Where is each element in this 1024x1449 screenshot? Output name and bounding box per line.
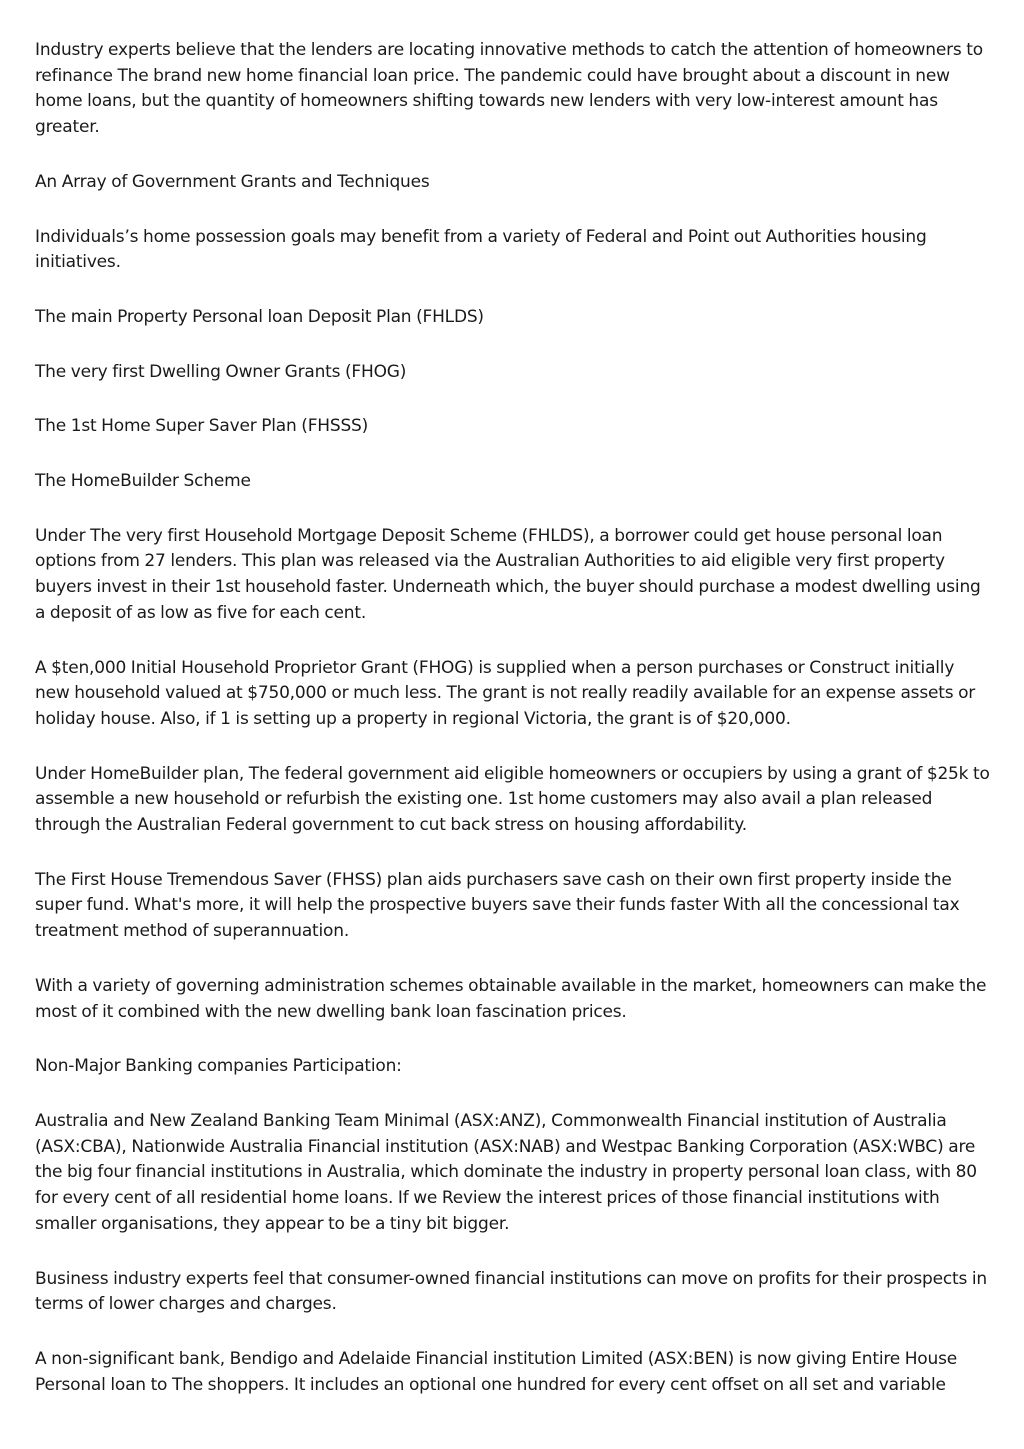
document-page [35,38,990,1427]
list-item-fhlds: The main Property Personal loan Deposit Plan (FHLDS) [35,306,484,327]
paragraph-schemes: With a variety of governing administration schemes obtainable available in the market, homeowners can make the most of it combined with the new dwelling bank loan fascination prices. [35,975,987,1022]
paragraph-bendigo: A non-significant bank, Bendigo and Adelaide Financial institution Limited (ASX:BEN) is now giving Entire House Personal loan to The shoppers. It includes an optional one hundred for every cent offset on all set and variable [35,1348,957,1395]
paragraph-home-possession: Individuals’s home possession goals may benefit from a variety of Federal and Point out Authorities housing initiatives. [35,226,927,273]
paragraph-fhog: A $ten,000 Initial Household Proprietor Grant (FHOG) is supplied when a person purchases or Construct initially new household valued at $750,000 or much less. The grant is not really readily available for an expense assets or holiday house. Also, if 1 is setting up a property in regional Victoria, the grant is of $20,000. [35,657,976,729]
heading-non-major-banks: Non-Major Banking companies Participation: [35,1056,402,1077]
paragraph-intro: Industry experts believe that the lenders are locating innovative methods to catch the attention of homeowners to refinance The brand new home financial loan price. The pandemic could have brought about a discount in new home loans, but the quantity of homeowners shifting towards new lenders with very low-interest amount has greater. [35,40,983,138]
paragraph-homebuilder: Under HomeBuilder plan, The federal government aid eligible homeowners or occupiers by using a grant of $25k to assemble a new household or refurbish the existing one. 1st home customers may also avail a plan released through the Australian Federal government to cut back stress on housing affordability. [35,763,990,836]
paragraph-big-four: Australia and New Zealand Banking Team Minimal (ASX:ANZ), Commonwealth Financial institution of Australia (ASX:CBA), Nationwide Australia Financial institution (ASX:NAB) and Westpac Banking Corporation (ASX:WBC) are the big four financial institutions in Australia, which dominate the industry in property personal loan class, with 80 for every cent of all residential home loans. If we Review the interest prices of those financial institutions with smaller organisations, they appear to be a tiny bit bigger. [35,1110,977,1234]
list-item-homebuilder: The HomeBuilder Scheme [35,471,251,492]
list-item-fhsss: The 1st Home Super Saver Plan (FHSSS) [35,416,369,437]
paragraph-consumer-owned: Business industry experts feel that consumer-owned financial institutions can move on profits for their prospects in terms of lower charges and charges. [35,1268,987,1315]
paragraph-fhlds: Under The very first Household Mortgage Deposit Scheme (FHLDS), a borrower could get house personal loan options from 27 lenders. This plan was released via the Australian Authorities to aid eligible very first property buyers invest in their 1st household faster. Underneath which, the buyer should purchase a modest dwelling using a deposit of as low as five for each cent. [35,525,981,623]
paragraph-fhss: The First House Tremendous Saver (FHSS) plan aids purchasers save cash on their own first property inside the super fund. What's more, it will help the prospective buyers save their funds faster With all the concessional tax treatment method of superannuation. [35,869,960,942]
heading-government-grants: An Array of Government Grants and Techniques [35,171,430,192]
list-item-fhog: The very first Dwelling Owner Grants (FHOG) [35,361,407,382]
